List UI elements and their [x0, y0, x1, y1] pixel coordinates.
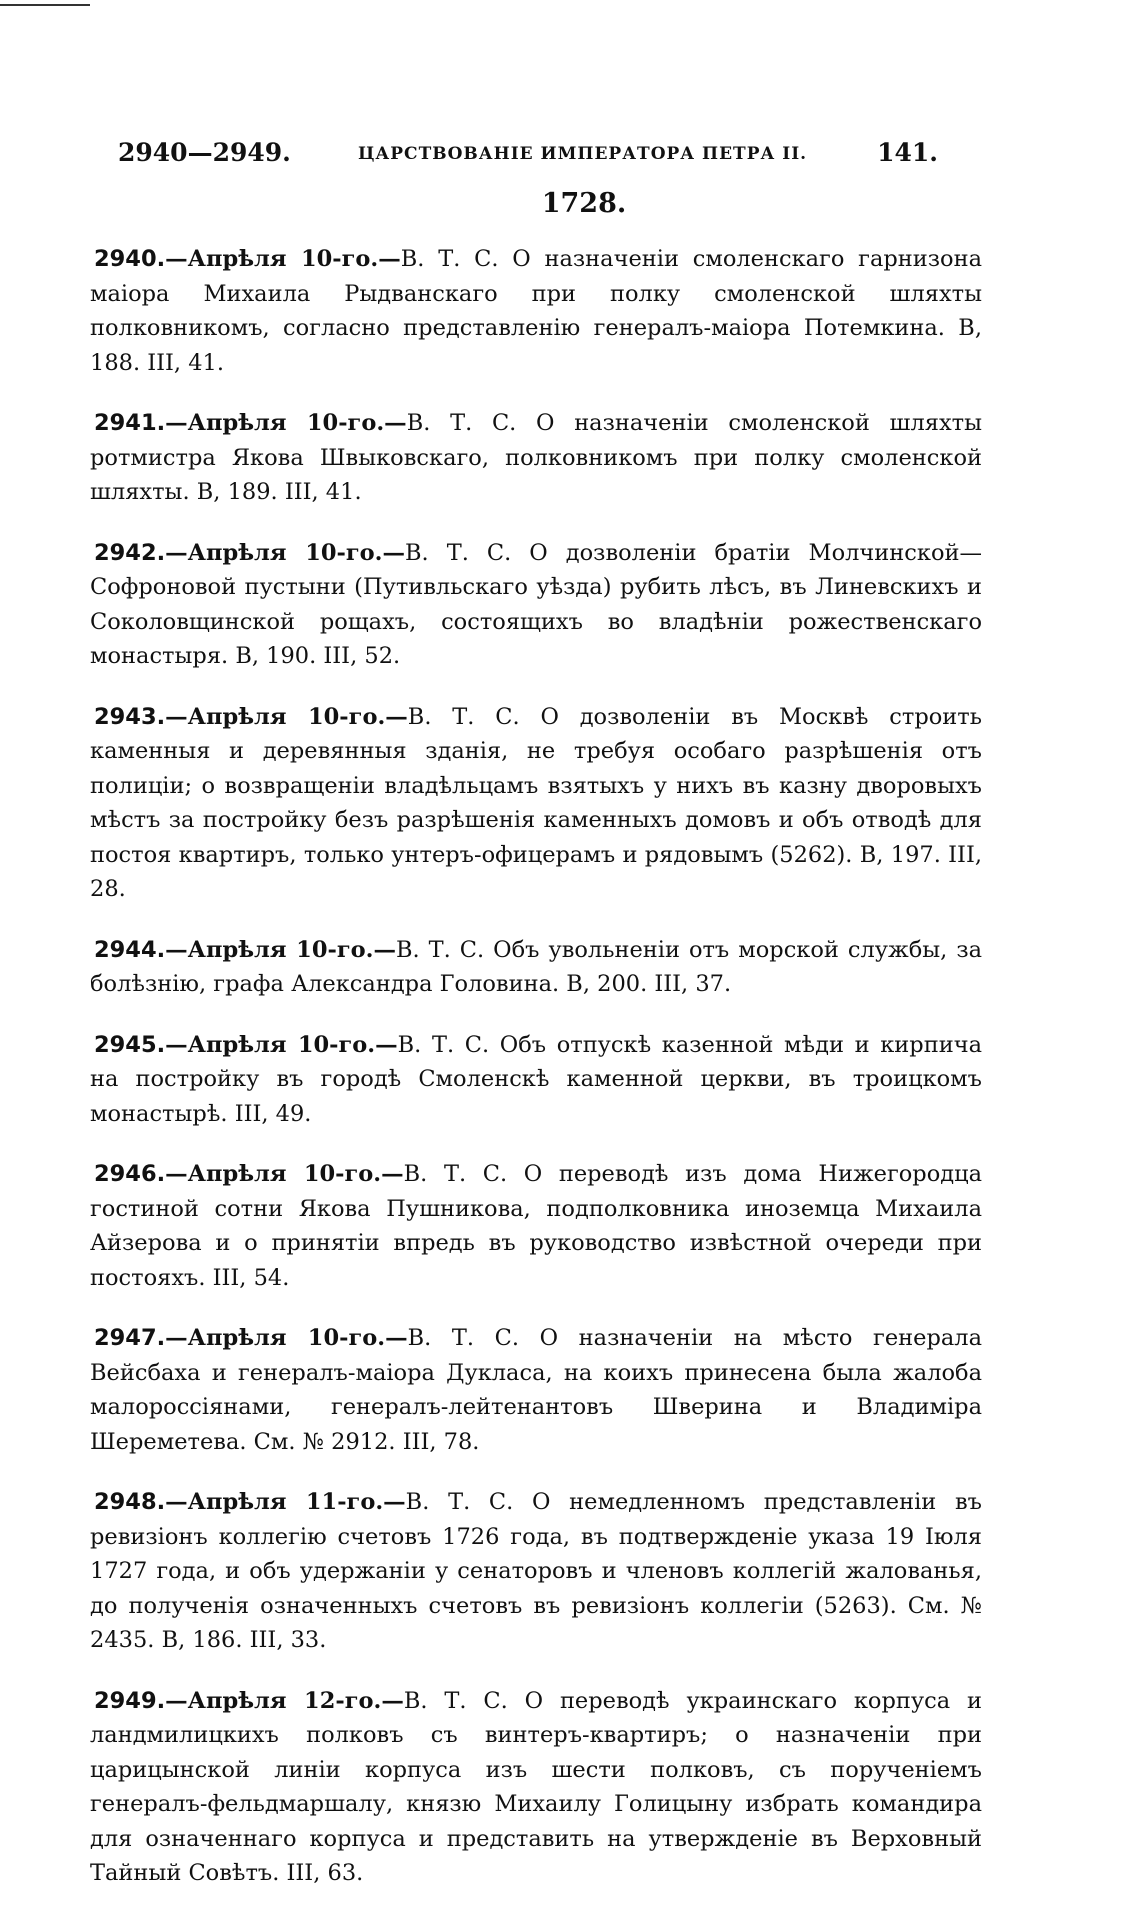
entry-2947	[90, 1321, 982, 1459]
entry-date: —Апрѣля 10-го.—	[165, 1031, 398, 1058]
entry-number: 2943.	[94, 703, 166, 730]
year-heading: 1728.	[541, 188, 627, 219]
entry-date: —Апрѣля 10-го.—	[165, 703, 408, 730]
entry-number: 2947.	[94, 1325, 166, 1351]
entry-date: —Апрѣля 10-го.—	[165, 246, 401, 272]
entry-text: В. Т. С. Объ отпускѣ казенной мѣди и кирпича на постройку въ городѣ Смоленскѣ каменной церкви, въ троицкомъ монастырѣ. III, 49.	[90, 1031, 982, 1127]
entry-date: —Апрѣля 11-го.—	[165, 1489, 406, 1515]
entry-date: —Апрѣля 10-го.—	[165, 1325, 408, 1351]
entry-number: 2948.	[94, 1489, 166, 1515]
entry-2946	[90, 1157, 982, 1295]
entry-2940	[90, 242, 982, 380]
entry-range: 2940—2949.	[118, 138, 291, 167]
entry-2943	[90, 700, 982, 907]
entry-2941	[90, 406, 982, 510]
entry-text: В. Т. С. Объ увольненіи отъ морской службы, за болѣзнію, графа Александра Головина. В, 200. III, 37.	[90, 936, 982, 997]
entry-text: В. Т. С. О назначеніи смоленскаго гарнизона маіора Михаила Рыдванскаго при полку смоленской шляхты полковникомъ, согласно представленію генералъ-маіора Потемкина. В, 188. III, 41.	[90, 246, 982, 376]
entry-2942	[90, 536, 982, 674]
entry-number: 2949.	[94, 1687, 166, 1714]
entry-number: 2941.	[94, 410, 166, 436]
entry-date: —Апрѣля 12-го.—	[165, 1687, 404, 1714]
entry-text: В. Т. С. О дозволеніи братіи Молчинской—Софроновой пустыни (Путивльскаго уѣзда) рубить лѣсъ, въ Линевскихъ и Соколовщинской рощахъ, состоящихъ во владѣніи рожественскаго монастыря. В, 190. III, 52.	[90, 539, 982, 669]
entry-number: 2945.	[94, 1031, 166, 1058]
entry-text: В. Т. С. О назначеніи на мѣсто генерала Вейсбаха и генералъ-маіора Дукласа, на коихъ принесена была жалоба малороссіянами, генералъ-лейтенантовъ Шверина и Владиміра Шереметева. См. № 2912. III, 78.	[90, 1325, 982, 1455]
entry-text: В. Т. С. О переводѣ изъ дома Нижегородца гостиной сотни Якова Пушникова, подполковника иноземца Михаила Айзерова и о принятіи впредь въ руководство извѣстной очереди при постояхъ. III, 54.	[90, 1161, 982, 1291]
entry-2948	[90, 1485, 982, 1658]
entry-date: —Апрѣля 10-го.—	[165, 410, 407, 436]
entry-date: —Апрѣля 10-го.—	[165, 936, 396, 963]
entry-2949	[90, 1684, 982, 1891]
entry-text: В. Т. С. О немедленномъ представленіи въ ревизіонъ коллегію счетовъ 1726 года, въ подтвержденіе указа 19 Іюля 1727 года, и объ удержаніи у сенаторовъ и членовъ коллегій жалованья, до полученія означенныхъ счетовъ въ ревизіонъ коллегіи (5263). См. № 2435. В, 186. III, 33.	[90, 1489, 982, 1653]
entry-number: 2940.	[94, 246, 166, 272]
scan-edge-mark	[0, 4, 90, 6]
entry-date: —Апрѣля 10-го.—	[165, 539, 405, 566]
page-number: 141.	[877, 138, 938, 167]
entry-2944	[90, 933, 982, 1002]
entry-date: —Апрѣля 10-го.—	[165, 1161, 404, 1187]
entry-text: В. Т. С. О назначеніи смоленской шляхты ротмистра Якова Швыковскаго, полковникомъ при полку смоленской шляхты. В, 189. III, 41.	[90, 410, 982, 505]
entries-list	[90, 242, 982, 1917]
running-title: ЦАРСТВОВАНІЕ ИМПЕРАТОРА ПЕТРА II.	[358, 144, 808, 164]
entry-text: В. Т. С. О переводѣ украинскаго корпуса и ландмилицкихъ полковъ съ винтеръ-квартиръ; о назначеніи при царицынской линіи корпуса изъ шести полковъ, съ порученіемъ генералъ-фельдмаршалу, князю Михаилу Голицыну избрать командира для означеннаго корпуса и представить на утвержденіе въ Верховный Тайный Совѣтъ. III, 63.	[90, 1687, 982, 1886]
entry-number: 2942.	[94, 539, 166, 566]
running-header	[118, 138, 938, 178]
entry-2945	[90, 1028, 982, 1132]
entry-number: 2946.	[94, 1161, 166, 1187]
entry-text: В. Т. С. О дозволеніи въ Москвѣ строить каменныя и деревянныя зданія, не требуя особаго разрѣшенія отъ полиціи; о возвращеніи владѣльцамъ взятыхъ у нихъ въ казну дворовыхъ мѣстъ за постройку безъ разрѣшенія каменныхъ домовъ и объ отводѣ для постоя квартиръ, только унтеръ-офицерамъ и рядовымъ (5262). В, 197. III, 28.	[90, 703, 982, 902]
entry-number: 2944.	[94, 936, 166, 963]
